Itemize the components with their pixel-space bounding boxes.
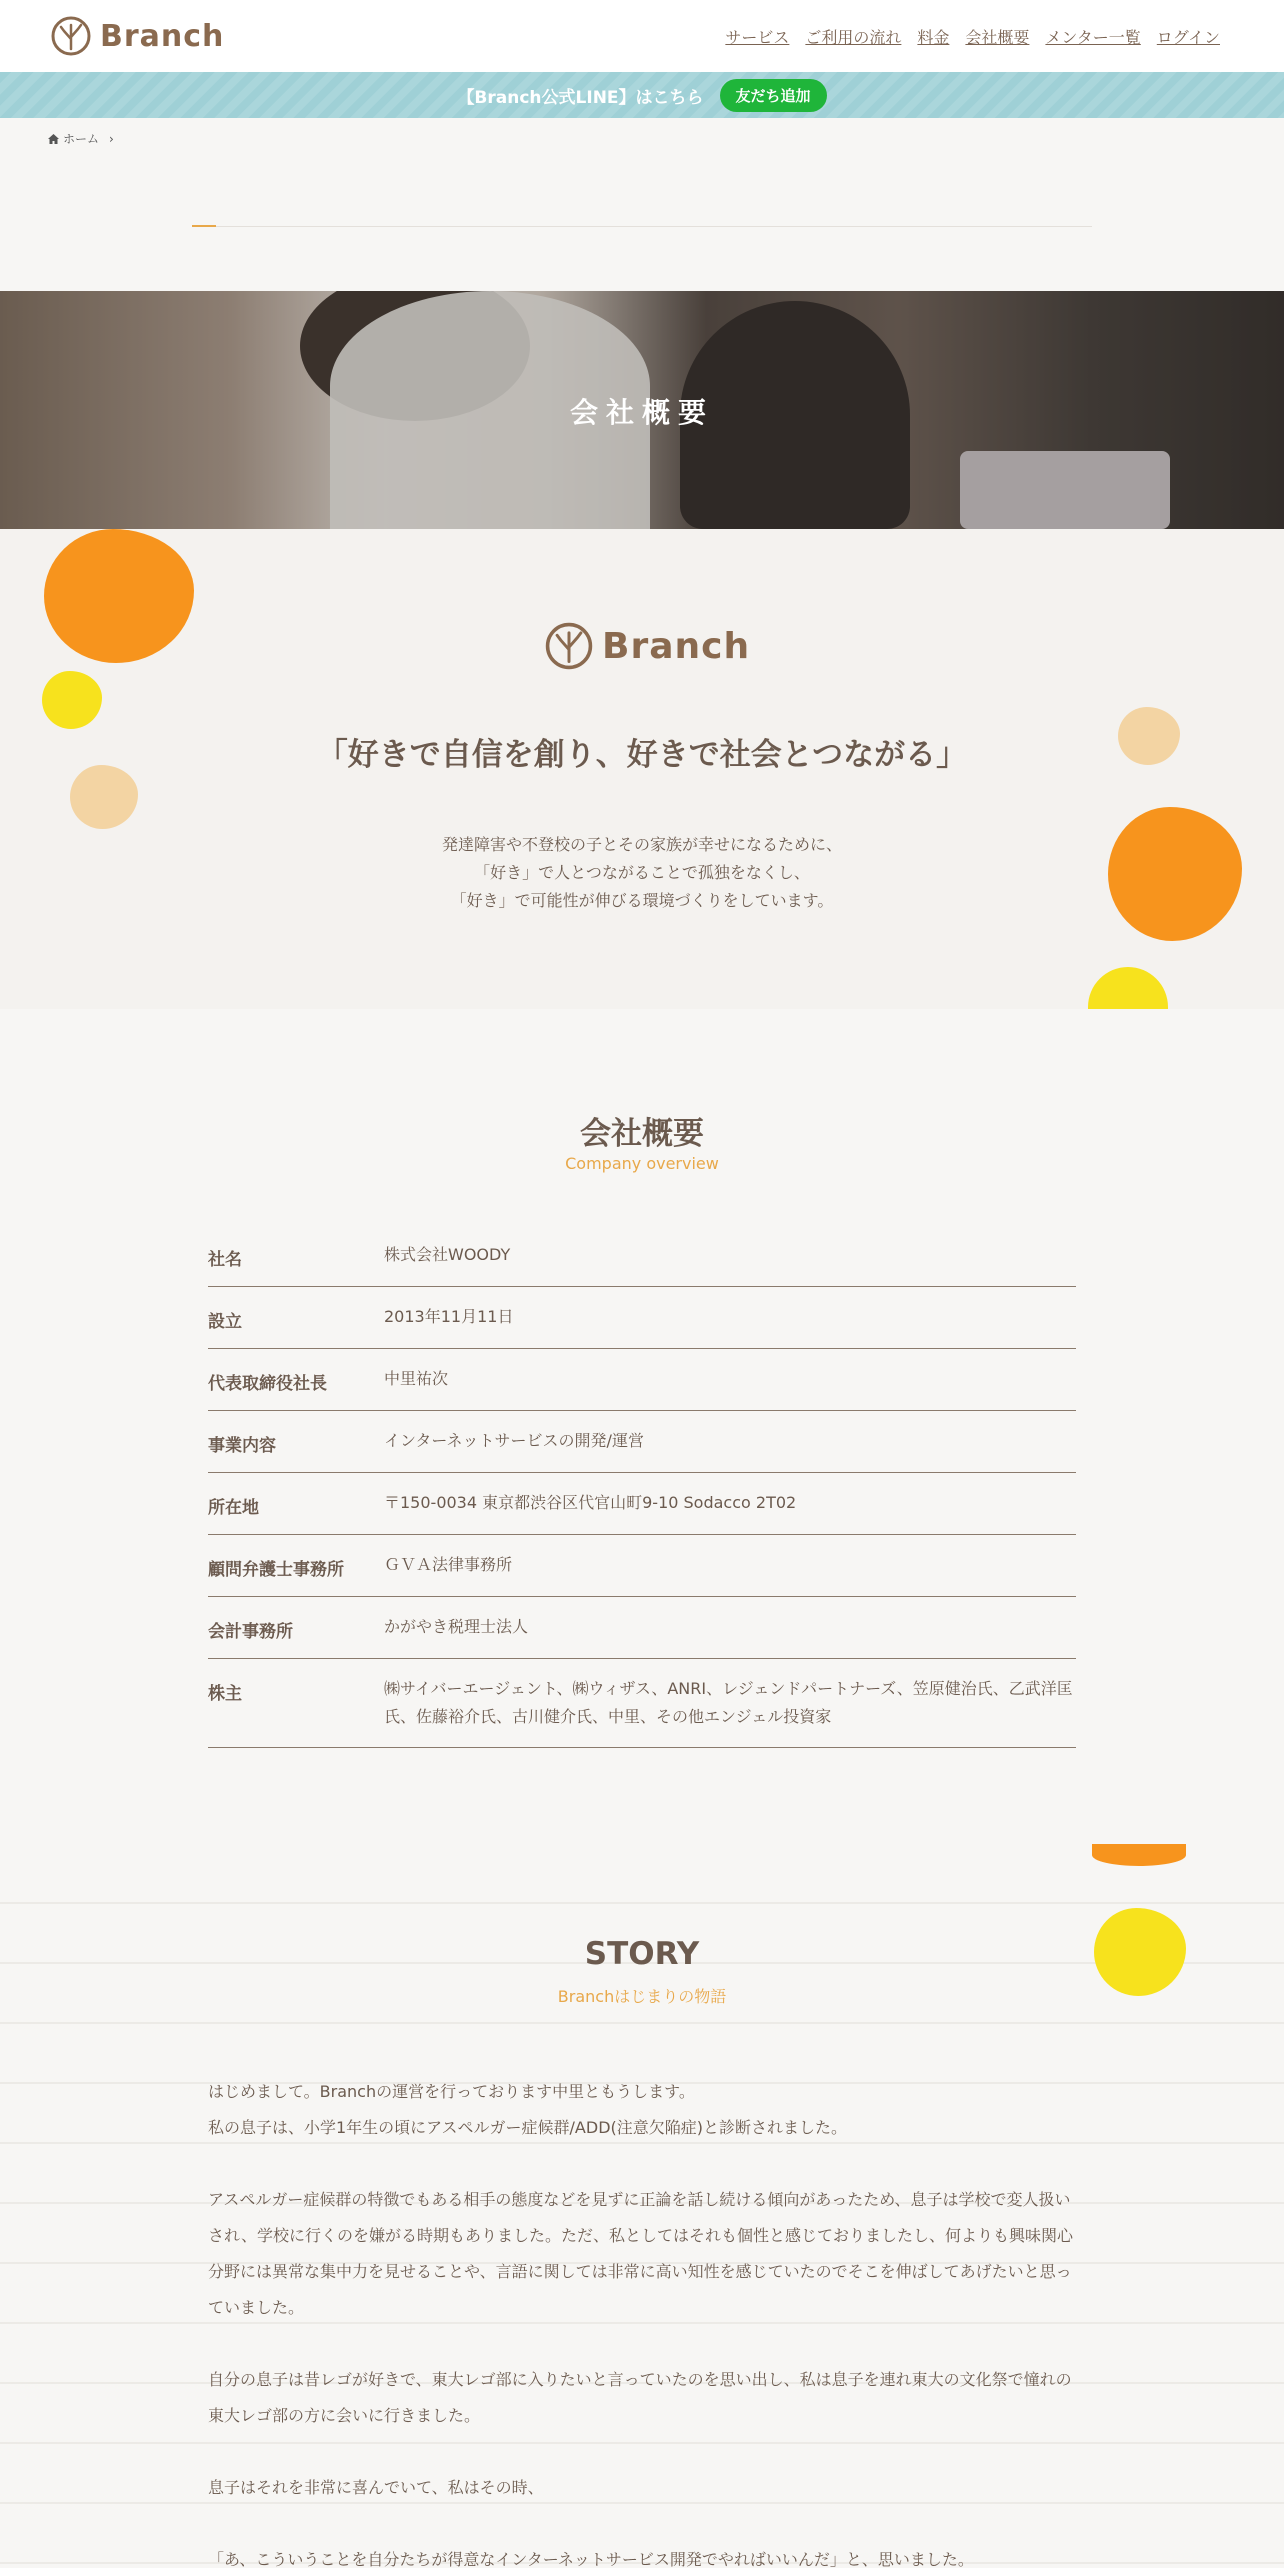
orange-blob-decoration [1092,1844,1186,1866]
row-value: 株式会社WOODY [384,1245,511,1264]
story-paragraph: 息子はそれを非常に喜んでいて、私はその時、 [208,2478,544,2497]
main-nav [725,25,1220,48]
table-row [208,1349,1076,1411]
row-value: 中里祐次 [384,1369,449,1388]
row-value: インターネットサービスの開発/運営 [384,1431,644,1450]
table-row [208,1535,1076,1597]
table-row [208,1659,1076,1748]
hero-image [0,291,1284,529]
breadcrumb [48,130,114,147]
table-row [208,1411,1076,1473]
overview-subtitle: Company overview [565,1154,719,1173]
story-body [208,2074,1076,2568]
nav-company[interactable]: 会社概要 [965,27,1030,47]
line-banner [0,72,1284,118]
logo-text: Branch [100,18,225,54]
table-row [208,1473,1076,1535]
beige-blob-decoration [70,765,138,829]
story-paragraph: アスペルガー症候群の特徴でもある相手の態度などを見ずに正論を話し続ける傾向があったため、息子は学校で変人扱いされ、学校に行くのを嫌がる時期もありました。ただ、私としてはそれも個性と感じておりましたし、何よりも興味関心分野には異常な集中力を見せることや、言語に関しては非常に高い知性を感じていたのでそこを伸ばしてあげたいと思っていました。 [208,2190,1073,2317]
story-paragraph: 自分の息子は昔レゴが好きで、東大レゴ部に入りたいと言っていたのを思い出し、私は息子を連れ東大の文化祭で憧れの東大レゴ部の方に会いに行きました。 [208,2370,1072,2425]
row-key: 会計事務所 [208,1622,293,1642]
row-value: かがやき税理士法人 [384,1617,529,1636]
row-value: 2013年11月11日 [384,1307,514,1326]
table-row [208,1225,1076,1287]
tree-logo-icon [50,15,92,57]
intro-section [0,529,1284,1009]
company-table [208,1225,1076,1748]
intro-description [0,831,1284,915]
nav-login[interactable]: ログイン [1156,27,1220,47]
table-row [208,1287,1076,1349]
chevron-right-icon: › [109,131,114,146]
story-title: STORY [584,1936,700,1972]
row-value: 〒150-0034 東京都渋谷区代官山町9-10 Sodacco 2T02 [384,1493,797,1512]
row-key: 所在地 [208,1498,259,1518]
story-subtitle: Branchはじまりの物語 [557,1987,727,2006]
row-value: ㈱サイバーエージェント、㈱ウィザス、ANRI、レジェンドパートナーズ、笠原健治氏、乙武洋匡氏、佐藤裕介氏、古川健介氏、中里、その他エンジェル投資家 [384,1679,1073,1726]
add-friend-button[interactable]: 友だち追加 [720,79,827,112]
title-divider [192,226,1092,227]
row-value: ＧＶＡ法律事務所 [384,1555,513,1574]
home-icon [48,134,59,144]
site-logo[interactable] [50,15,224,57]
nav-price[interactable]: 料金 [917,27,950,47]
intro-logo [544,621,750,671]
intro-line: 「好き」で人とつながることで孤独をなくし、 [474,863,810,882]
row-key: 顧問弁護士事務所 [208,1560,344,1580]
intro-line: 発達障害や不登校の子とその家族が幸せになるために、 [441,835,842,854]
line-banner-text: 【Branch公式LINE】はこちら [457,87,704,108]
site-header [0,0,1284,72]
title-divider-accent [192,225,216,227]
row-key: 設立 [208,1312,242,1332]
nav-service[interactable]: サービス [725,27,790,47]
table-row [208,1597,1076,1659]
yellow-blob-decoration [1088,967,1168,1047]
intro-line: 「好き」で可能性が伸びる環境づくりをしています。 [450,891,834,910]
yellow-blob-decoration [42,671,102,729]
intro-heading: 「好きで自信を創り、好きで社会とつながる」 [316,737,968,773]
row-key: 事業内容 [208,1436,276,1456]
row-key: 株主 [208,1684,242,1704]
nav-flow[interactable]: ご利用の流れ [805,27,902,47]
hero-title: 会社概要 [569,396,714,429]
story-paragraph: はじめまして。Branchの運営を行っております中里ともうします。 私の息子は、小学1年生の頃にアスペルガー症候群/ADD(注意欠陥症)と診断されました。 [208,2082,848,2137]
row-key: 代表取締役社長 [208,1374,327,1394]
tree-logo-icon [544,621,594,671]
orange-blob-decoration [44,529,194,663]
intro-logo-text: Branch [602,625,751,667]
story-paragraph: 「あ、こういうことを自分たちが得意なインターネットサービス開発でやればいいんだ」と、思いました。 [208,2550,974,2568]
nav-mentors[interactable]: メンター一覧 [1045,27,1141,47]
row-key: 社名 [208,1250,242,1270]
overview-title: 会社概要 [580,1116,704,1152]
breadcrumb-home-link[interactable]: ホーム [63,132,100,146]
